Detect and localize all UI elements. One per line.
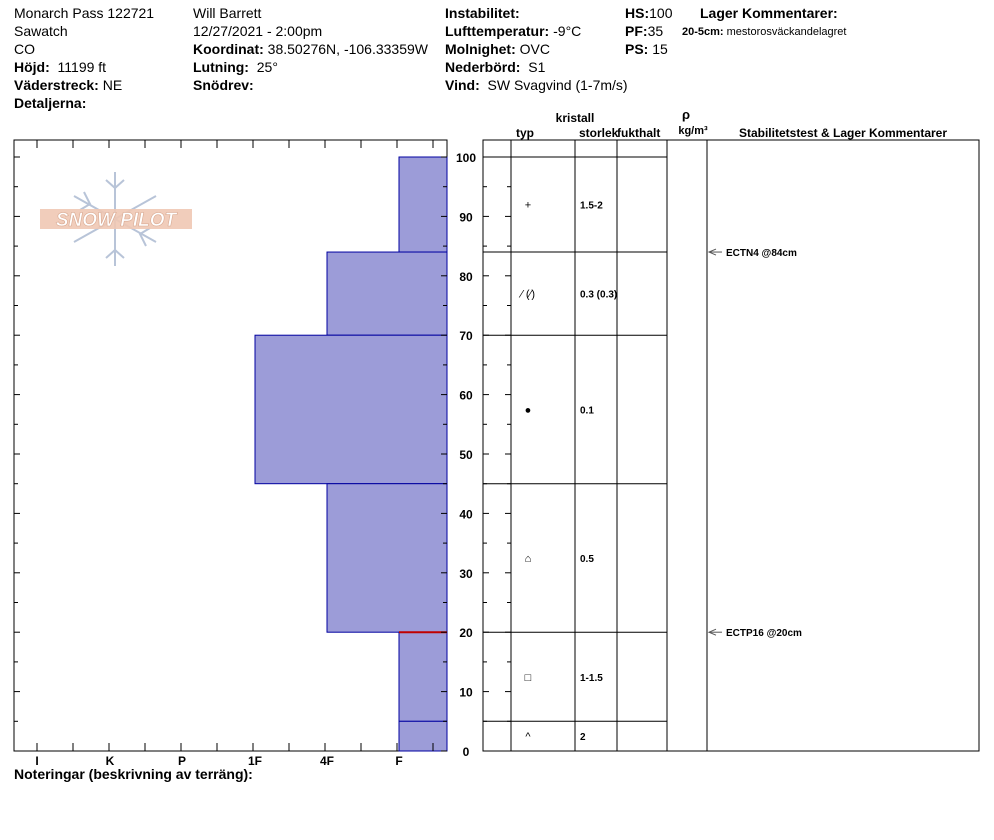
depth-hoar-icon: ⌂ xyxy=(524,552,532,565)
snowdrift-label: Snödrev: xyxy=(193,77,254,93)
cloud-value: OVC xyxy=(519,41,550,57)
layer-comment-text: mestorosväckandelagret xyxy=(726,26,847,38)
grain-size: 2 xyxy=(580,732,586,744)
ps-label: PS: xyxy=(625,41,649,57)
mountain-range: Sawatch xyxy=(14,23,68,39)
coord-label: Koordinat: xyxy=(193,41,264,57)
aspect-value: NE xyxy=(102,77,123,93)
grain-size: 0.5 xyxy=(580,553,594,565)
hardness-tick-label: 1F xyxy=(247,754,263,768)
observer: Will Barrett xyxy=(193,5,262,21)
snow-pilot-logo xyxy=(40,172,192,266)
datetime: 12/27/2021 - 2:00pm xyxy=(193,23,323,39)
hardness-tick-label: P xyxy=(177,754,187,768)
wind-label: Vind: xyxy=(445,77,480,93)
height-tick-label: 50 xyxy=(459,448,473,462)
aspect-label: Väderstreck: xyxy=(14,77,99,93)
cloud-label: Molnighet: xyxy=(445,41,516,57)
type-header: typ xyxy=(516,126,534,140)
coord-value: 38.50276N, -106.33359W xyxy=(267,41,428,57)
height-tick-label: 30 xyxy=(459,566,473,581)
height-tick-label: 70 xyxy=(459,329,473,344)
layer-comments-title-text: Lager Kommentarer: xyxy=(700,5,838,21)
slope-label: Lutning: xyxy=(193,59,249,75)
hs-value: 100 xyxy=(649,5,673,21)
stability-test-label: ECTP16 @20cm xyxy=(726,628,802,640)
height-tick-label: 60 xyxy=(459,388,473,403)
density-unit: kg/m³ xyxy=(678,125,708,137)
stability-tests xyxy=(709,248,802,639)
ps-value: 15 xyxy=(652,41,668,57)
grain-size: 1-1.5 xyxy=(580,672,603,684)
crystal-title: kristall xyxy=(555,111,595,125)
hs-label: HS: xyxy=(625,5,650,21)
precip-value: S1 xyxy=(528,59,546,75)
elevation-value: 11199 ft xyxy=(57,59,107,75)
height-tick-label: 40 xyxy=(459,507,473,522)
height-axis xyxy=(456,151,476,759)
stability-test-label: ECTN4 @84cm xyxy=(726,248,797,260)
hardness-bar-5 xyxy=(399,721,447,751)
hardness-bar-4 xyxy=(399,632,447,721)
airtemp-value: -9°C xyxy=(553,23,582,39)
plus-icon: + xyxy=(524,199,532,212)
hardness-bar-3 xyxy=(327,484,447,633)
state: CO xyxy=(14,41,35,57)
hardness-tick-label: I xyxy=(35,754,39,768)
hardness-bar-0 xyxy=(399,157,447,252)
decomposing-icon: ⁄ (⁄) xyxy=(520,288,536,301)
elevation-label: Höjd: xyxy=(14,59,50,75)
wind-value: SW Svagvind (1-7m/s) xyxy=(487,77,628,93)
hardness-bar-2 xyxy=(255,335,447,484)
height-tick-label: 10 xyxy=(459,685,473,700)
moisture-header: fukthalt xyxy=(617,126,661,140)
height-tick-label: 90 xyxy=(459,210,473,225)
height-tick-label: 80 xyxy=(459,269,473,284)
slope-value: 25° xyxy=(256,59,278,75)
logo-text: SNOW PILOT xyxy=(55,210,177,231)
hardness-bars xyxy=(255,157,447,751)
rounded-grain-icon: ● xyxy=(524,404,532,417)
grain-size: 0.3 (0.3) xyxy=(580,289,618,301)
details-label: Detaljerna: xyxy=(14,95,87,111)
size-header: storlek xyxy=(579,126,619,140)
faceted-icon: □ xyxy=(524,671,532,684)
layer-table-frame xyxy=(483,140,979,751)
density-symbol: ρ xyxy=(681,107,691,122)
height-tick-label: 100 xyxy=(455,151,477,165)
height-tick-label: 0 xyxy=(462,745,470,759)
stability-header: Stabilitetstest & Lager Kommentarer xyxy=(738,126,948,140)
height-tick-label: 20 xyxy=(459,626,473,641)
instability-label: Instabilitet: xyxy=(445,5,520,21)
column-dividers xyxy=(511,140,707,751)
airtemp-label: Lufttemperatur: xyxy=(445,23,550,39)
pf-value: 35 xyxy=(647,23,664,39)
hardness-tick-label: K xyxy=(105,754,115,768)
grain-size: 1.5-2 xyxy=(580,200,603,212)
pf-label: PF: xyxy=(625,23,648,39)
layer-comment-depth: 20-5cm: xyxy=(682,26,724,38)
hardness-tick-label: F xyxy=(395,754,403,768)
depth-hoar-icon: ^ xyxy=(525,731,531,744)
hardness-bar-1 xyxy=(327,252,447,335)
site-name: Monarch Pass 122721 xyxy=(14,5,155,21)
notes-label: Noteringar (beskrivning av terräng): xyxy=(14,766,253,782)
grain-size: 0.1 xyxy=(580,405,594,417)
hardness-tick-label: 4F xyxy=(319,754,335,768)
precip-label: Nederbörd: xyxy=(445,59,521,75)
